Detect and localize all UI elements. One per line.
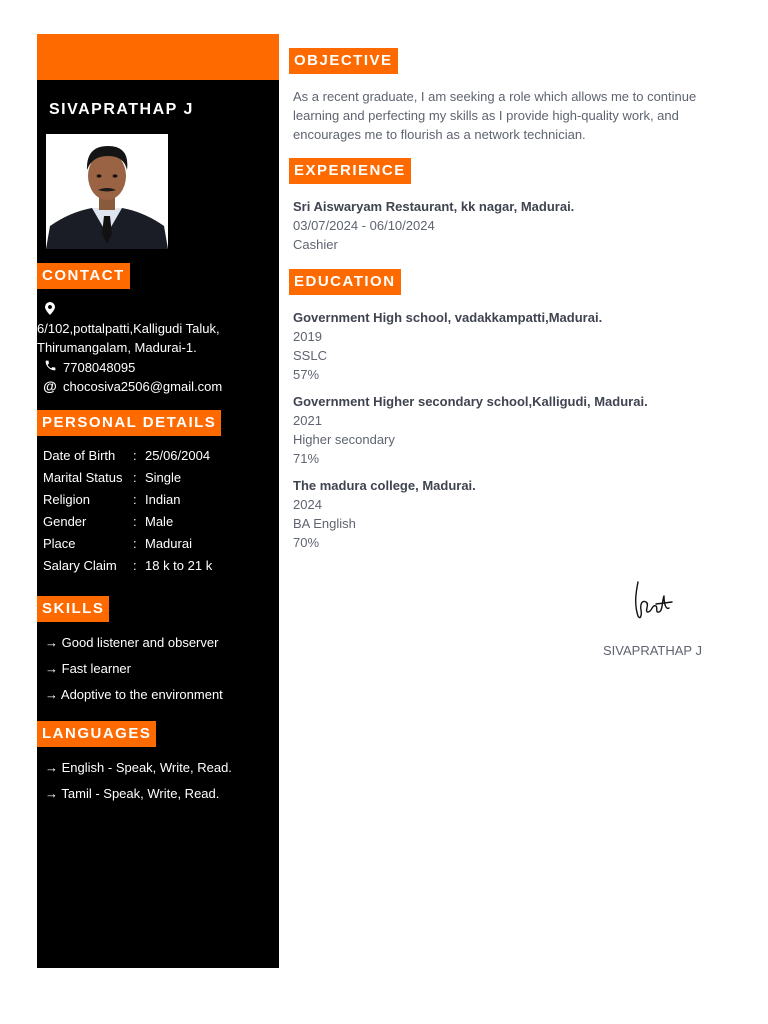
skill-item — [45, 687, 223, 702]
at-sign-icon: @ — [43, 378, 57, 394]
colon: : — [133, 558, 137, 573]
profile-photo-drawing — [46, 134, 168, 249]
objective-line-1: As a recent graduate, I am seeking a role which allows me to continue — [293, 89, 697, 104]
personal-label: Date of Birth — [43, 448, 116, 463]
education-course: SSLC — [293, 348, 327, 363]
skill-item — [45, 635, 218, 650]
experience-company: Sri Aiswaryam Restaurant, kk nagar, Madurai. — [293, 199, 575, 214]
phone-row — [41, 358, 135, 377]
education-course: BA English — [293, 516, 356, 531]
skill-text: Fast learner — [61, 661, 131, 676]
personal-label: Marital Status — [43, 470, 123, 485]
objective-line-3: encourages me to flourish as a network technician. — [293, 127, 586, 142]
sidebar-accent-bar — [37, 34, 279, 80]
email-address: chocosiva2506@gmail.com — [63, 379, 223, 394]
skill-text: Adoptive to the environment — [60, 687, 223, 702]
personal-label: Gender — [43, 514, 87, 529]
colon: : — [133, 536, 137, 551]
phone-number: 7708048095 — [63, 360, 136, 375]
contact-heading: CONTACT — [37, 263, 130, 289]
email-row — [41, 377, 222, 396]
personal-row — [43, 514, 173, 529]
personal-value: 25/06/2004 — [145, 448, 211, 463]
personal-value: Male — [145, 514, 174, 529]
candidate-name: SIVAPRATHAP J — [49, 101, 194, 118]
education-school: Government High school, vadakkampatti,Madurai. — [293, 310, 603, 325]
education-score: 57% — [293, 367, 320, 382]
arrow-icon: → — [45, 760, 58, 775]
skills-heading: SKILLS — [37, 596, 109, 622]
personal-value: Single — [145, 470, 182, 485]
sidebar — [37, 34, 279, 968]
education-heading: EDUCATION — [289, 269, 401, 295]
signature-name: SIVAPRATHAP J — [603, 643, 702, 658]
profile-photo — [46, 134, 168, 249]
language-item — [45, 760, 232, 775]
personal-row — [43, 470, 181, 485]
signature-image — [628, 576, 674, 622]
personal-label: Religion — [43, 492, 90, 507]
personal-row — [43, 558, 212, 573]
education-score: 71% — [293, 451, 320, 466]
skill-text: Good listener and observer — [61, 635, 219, 650]
education-year: 2021 — [293, 413, 322, 428]
location-pin-icon — [41, 301, 59, 320]
personal-value: 18 k to 21 k — [145, 558, 213, 573]
location-row — [41, 301, 63, 320]
colon: : — [133, 448, 137, 463]
experience-heading: EXPERIENCE — [289, 158, 411, 184]
colon: : — [133, 470, 137, 485]
objective-line-2: learning and perfecting my skills as I provide high-quality work, and — [293, 108, 679, 123]
phone-icon — [41, 358, 59, 377]
education-school: The madura college, Madurai. — [293, 478, 476, 493]
languages-heading: LANGUAGES — [37, 721, 156, 747]
address-line-2: Thirumangalam, Madurai-1. — [37, 340, 197, 355]
language-item — [45, 786, 219, 801]
education-course: Higher secondary — [293, 432, 395, 447]
personal-details-heading: PERSONAL DETAILS — [37, 410, 221, 436]
language-text: Tamil - Speak, Write, Read. — [61, 786, 220, 801]
objective-heading: OBJECTIVE — [289, 48, 398, 74]
personal-row — [43, 536, 192, 551]
education-year: 2024 — [293, 497, 322, 512]
personal-row — [43, 448, 210, 463]
arrow-icon: → — [45, 661, 58, 676]
education-year: 2019 — [293, 329, 322, 344]
personal-label: Salary Claim — [43, 558, 117, 573]
experience-dates: 03/07/2024 - 06/10/2024 — [293, 218, 435, 233]
address-line-1: 6/102,pottalpatti,Kalligudi Taluk, — [37, 321, 220, 336]
education-score: 70% — [293, 535, 320, 550]
skill-item — [45, 661, 131, 676]
arrow-icon: → — [45, 635, 58, 650]
personal-label: Place — [43, 536, 76, 551]
language-text: English - Speak, Write, Read. — [61, 760, 232, 775]
personal-value: Indian — [145, 492, 181, 507]
experience-role: Cashier — [293, 237, 338, 252]
education-school: Government Higher secondary school,Kalligudi, Madurai. — [293, 394, 648, 409]
personal-row — [43, 492, 180, 507]
personal-value: Madurai — [145, 536, 192, 551]
colon: : — [133, 492, 137, 507]
arrow-icon: → — [45, 786, 58, 801]
arrow-icon: → — [45, 687, 58, 702]
colon: : — [133, 514, 137, 529]
